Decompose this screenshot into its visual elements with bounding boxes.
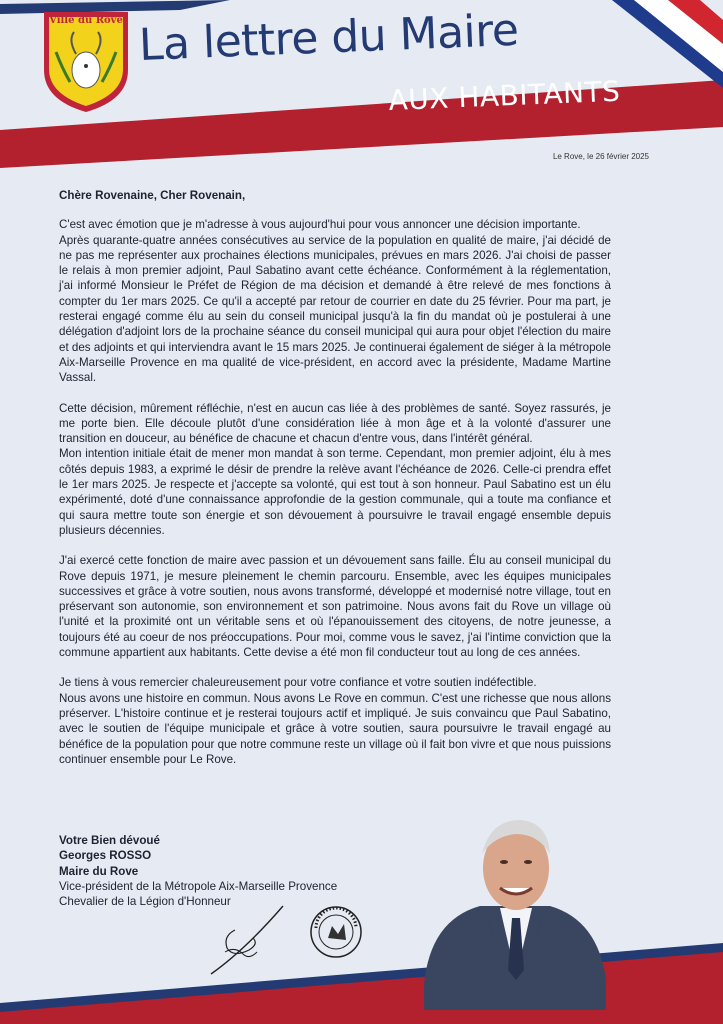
letter-date: Le Rove, le 26 février 2025 xyxy=(552,152,649,161)
letter-body xyxy=(59,188,611,767)
mayor-portrait xyxy=(420,810,610,1010)
paragraph-career: J'ai exercé cette fonction de maire avec passion et un dévouement sans faille. Élu au conseil municipal du Rove depuis 1971, je mesure pleinement le chemin parcouru. Ensemble, avec les équipes municipales successives et grâce à votre soutien, nous avons transformé, développé et modernisé notre village, tout en préservant son autonomie, son environnement et son patrimoine. Nous avons fait du Rove un village où l'unité et la proximité ont un véritable sens et où l'épanouissement des citoyens, de notre jeunesse, a toujours été au coeur de nos préoccupations. Pour moi, comme vous le savez, j'ai l'intime conviction que la commune appartient aux habitants. Cette devise a été mon fil conducteur tout au long de ces années. xyxy=(59,554,611,660)
paragraph-intro: C'est avec émotion que je m'adresse à vous aujourd'hui pour vous annoncer une décision importante. xyxy=(59,218,581,232)
handwritten-signature xyxy=(205,900,295,980)
paragraph-health: Cette décision, mûrement réfléchie, n'est en aucun cas liée à des problèmes de santé. Soyez rassurés, je me porte bien. Elle découle plutôt d'une considération liée à mon âge et à la volonté d'assurer une transition en douceur, au bénéfice de chacune et chacun d'entre vous, dans l'intérêt général. xyxy=(59,401,611,446)
signer-title-metropole: Vice-président de la Métropole Aix-Marseille Provence xyxy=(59,879,338,893)
signer-title-legion: Chevalier de la Légion d'Honneur xyxy=(59,895,231,909)
signer-name: Georges ROSSO xyxy=(59,849,152,863)
paragraph-closing: Nous avons une histoire en commun. Nous avons Le Rove en commun. C'est une richesse que nous allons préserver. L'histoire continue et je resterai toujours actif et impliqué. Je suis convaincu que Paul Sabatino, avec le soutien de l'équipe municipale et grâce à votre soutien, saura poursuivre le travail engagé au bénéfice de la population pour que notre commune reste un village où il fait bon vivre et que nous puissions continuer ensemble pour Le Rove. xyxy=(59,691,611,766)
signer-role: Maire du Rove xyxy=(59,864,139,878)
crest-label: Ville du Rove xyxy=(49,15,123,26)
paragraph-decision: Après quarante-quatre années consécutives au service de la population en qualité de maire, j'ai décidé de ne pas me représenter aux prochaines élections municipales, prévues en mars 2026. J'ai choisi de passer le relais à mon premier adjoint, Paul Sabatino avant cette échéance. Conformément à la réglementation, j'ai informé Monsieur le Préfet de Région de ma décision et demandé à être relevé de mes fonctions à compter du 1er mars 2025. Ce qu'il a accepté par retour de courrier en date du 25 février. Pour ma part, je resterai engagé comme élu au sein du conseil municipal jusqu'à la fin du mandat où je postulerai à une délégation d'adjoint lors de la prochaine séance du conseil municipal qui aura pour objet l'élection du maire et des adjoints et qui interviendra avant le 15 mars 2025. Je continuerai également de siéger à la métropole Aix-Marseille Provence en ma qualité de vice-président, en accord avec la présidente, Madame Martine Vassal. xyxy=(59,233,611,385)
newsletter-title: La lettre du Maire xyxy=(138,4,520,71)
town-crest xyxy=(40,8,132,114)
mairie-stamp xyxy=(308,904,364,960)
closing-line: Votre Bien dévoué xyxy=(59,834,160,847)
newsletter-subtitle: AUX HABITANTS xyxy=(388,74,621,117)
footer-red-band xyxy=(0,950,723,1024)
paragraph-succession: Mon intention initiale était de mener mon mandat à son terme. Cependant, mon premier adjoint, élu à mes côtés depuis 1983, a exprimé le désir de prendre la relève avant l'échéance de 2026. Celle-ci prendra effet le 1er mars 2025. Je respecte et j'accepte sa volonté, qui est tout à son honneur. Paul Sabatino est un élu expérimenté, doté d'une connaissance approfondie de la gestion communale, qui a toute ma confiance et qui saura mettre toute son énergie et son dévouement à poursuivre le travail engagé ensemble depuis plusieurs décennies. xyxy=(59,447,611,537)
paragraph-thanks: Je tiens à vous remercier chaleureusement pour votre confiance et votre soutien indéfectible. xyxy=(59,676,537,690)
salutation: Chère Rovenaine, Cher Rovenain, xyxy=(59,189,246,202)
signature-block xyxy=(59,833,337,909)
